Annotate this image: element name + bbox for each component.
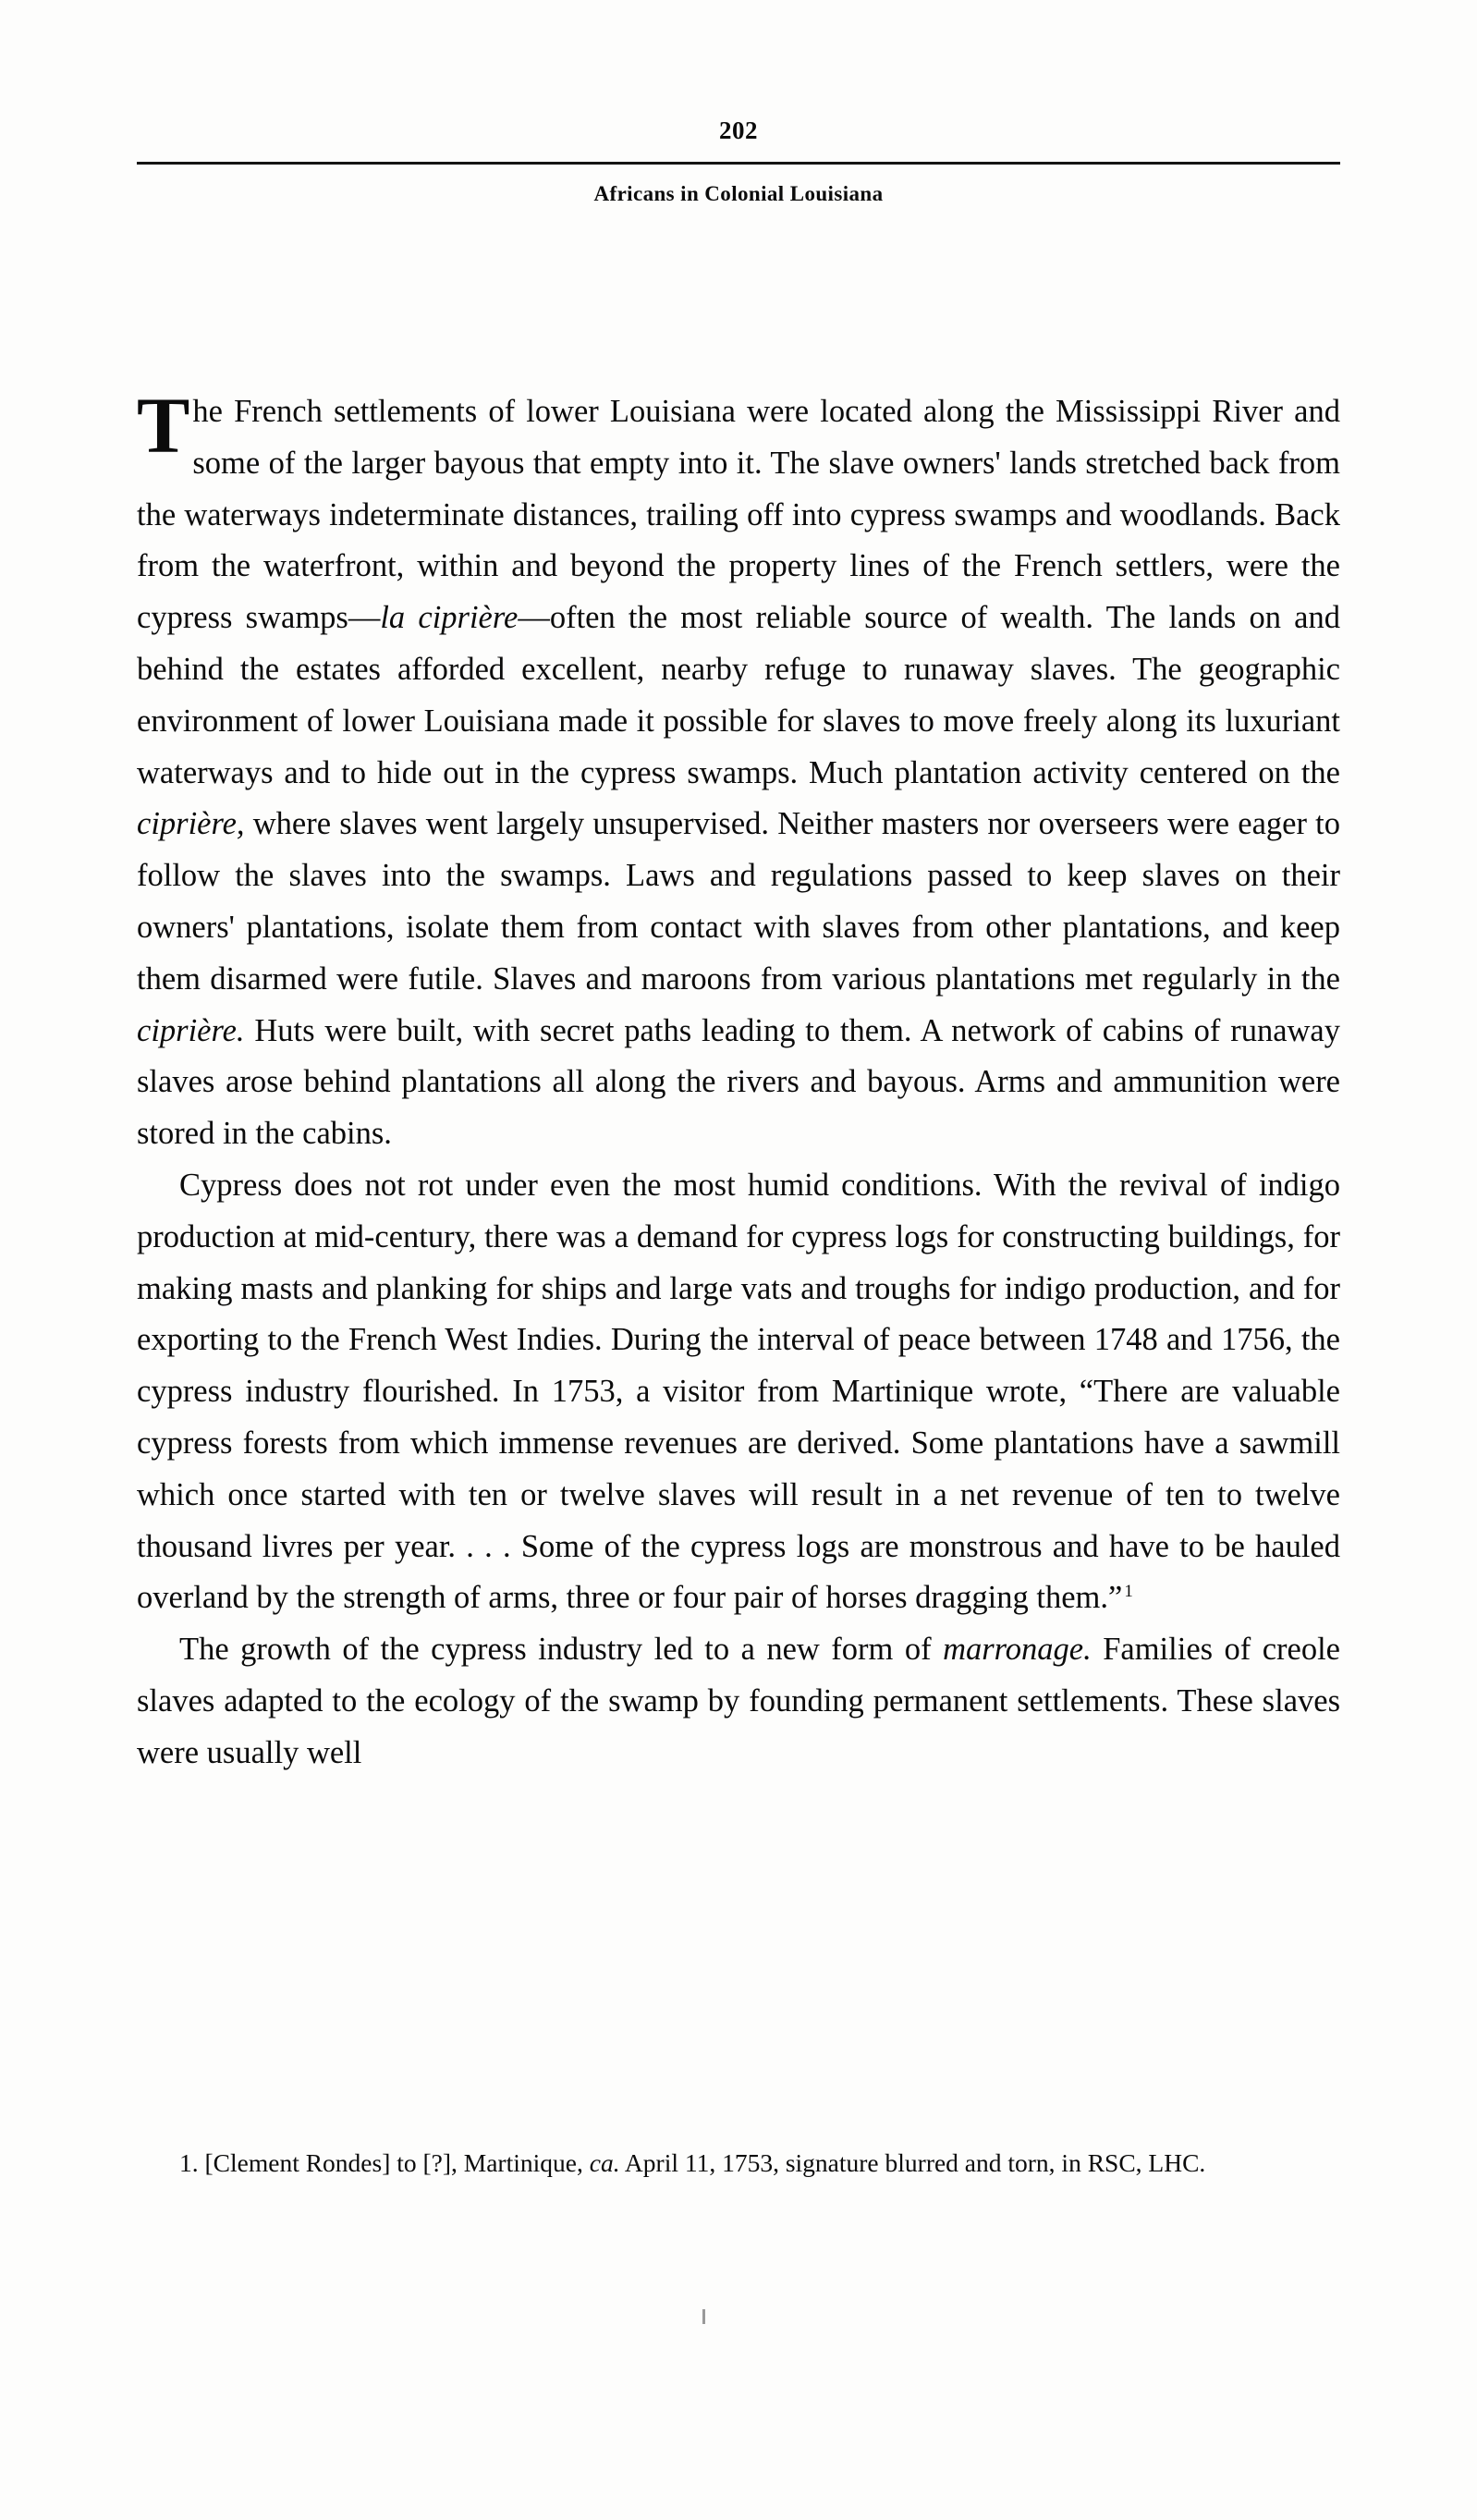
header-rule xyxy=(137,162,1340,165)
italic-term: marronage. xyxy=(943,1632,1092,1668)
paragraph-1 xyxy=(137,381,1340,1160)
italic-term: la ciprière xyxy=(380,600,519,636)
paragraph-2-text: Cypress does not rot under even the most humid conditions. With the revival of indigo production at mid-century, there was a demand for cypress logs for constructing buildings, for making masts and planking for ships and large vats and troughs for indigo production, and for exporting to the French West Indies. During the interval of peace between 1748 and 1756, the cypress industry flourished. In 1753, a visitor from Martinique wrote, “There are valuable cypress forests from which immense revenues are derived. Some plantations have a sawmill which once started with ten or twelve slaves will result in a net revenue of ten to twelve thousand livres per year. . . . Some of the cypress logs are monstrous and have to be hauled overland by the strength of arms, three or four pair of horses dragging them.” $^1$ xyxy=(137,1167,1340,1616)
paragraph-1-text: he French settlements of lower Louisiana were located along the Mississippi River and some of the larger bayous that empty into it. The slave owners' lands stretched back from the waterways indeterminate distances, trailing off into cypress swamps and woodlands. Back from the waterfront, within and beyond the property lines of the French settlers, were the cypress swamps—la ciprière—often the most reliable source of wealth. The lands on and behind the estates afforded excellent, nearby refuge to runaway slaves. The geographic environment of lower Louisiana made it possible for slaves to move freely along its luxuriant waterways and to hide out in the cypress swamps. Much plantation activity centered on the ciprière, where slaves went largely unsupervised. Neither masters nor overseers were eager to follow the slaves into the swamps. Laws and regulations passed to keep slaves on their owners' plantations, isolate them from contact with slaves from other plantations, and keep them disarmed were futile. Slaves and maroons from various plantations met regularly in the ciprière. Huts were built, with secret paths leading to them. A network of cabins of runaway slaves arose behind plantations all along the rivers and bayous. Arms and ammunition were stored in the cabins. xyxy=(137,394,1340,1152)
running-header xyxy=(137,118,1340,204)
paragraph-3 xyxy=(137,1624,1340,1779)
italic-term: ciprière, xyxy=(137,806,245,842)
footnote-reference[interactable]: 1 xyxy=(1124,1581,1133,1601)
footnote-1 xyxy=(137,2143,1340,2184)
footnote-area xyxy=(137,2143,1340,2184)
paragraph-3-text: The growth of the cypress industry led to a new form of marronage. Families of creole slaves adapted to the ecology of the swamp by founding permanent settlements. These slaves were usually well xyxy=(137,1632,1340,1770)
running-title: Africans in Colonial Louisiana xyxy=(593,182,884,205)
scan-artifact-mark xyxy=(702,2309,705,2324)
italic-term: ca. xyxy=(589,2148,620,2177)
italic-term: ciprière. xyxy=(137,1012,245,1048)
paragraph-2 xyxy=(137,1160,1340,1624)
body-text-column xyxy=(137,381,1340,1780)
drop-cap: T xyxy=(137,381,190,470)
page-number: 202 xyxy=(719,116,758,144)
footnote-1-text: 1. [Clement Rondes] to [?], Martinique, ca. April 11, 1753, signature blurred and torn, in RSC, LHC. xyxy=(179,2148,1206,2177)
